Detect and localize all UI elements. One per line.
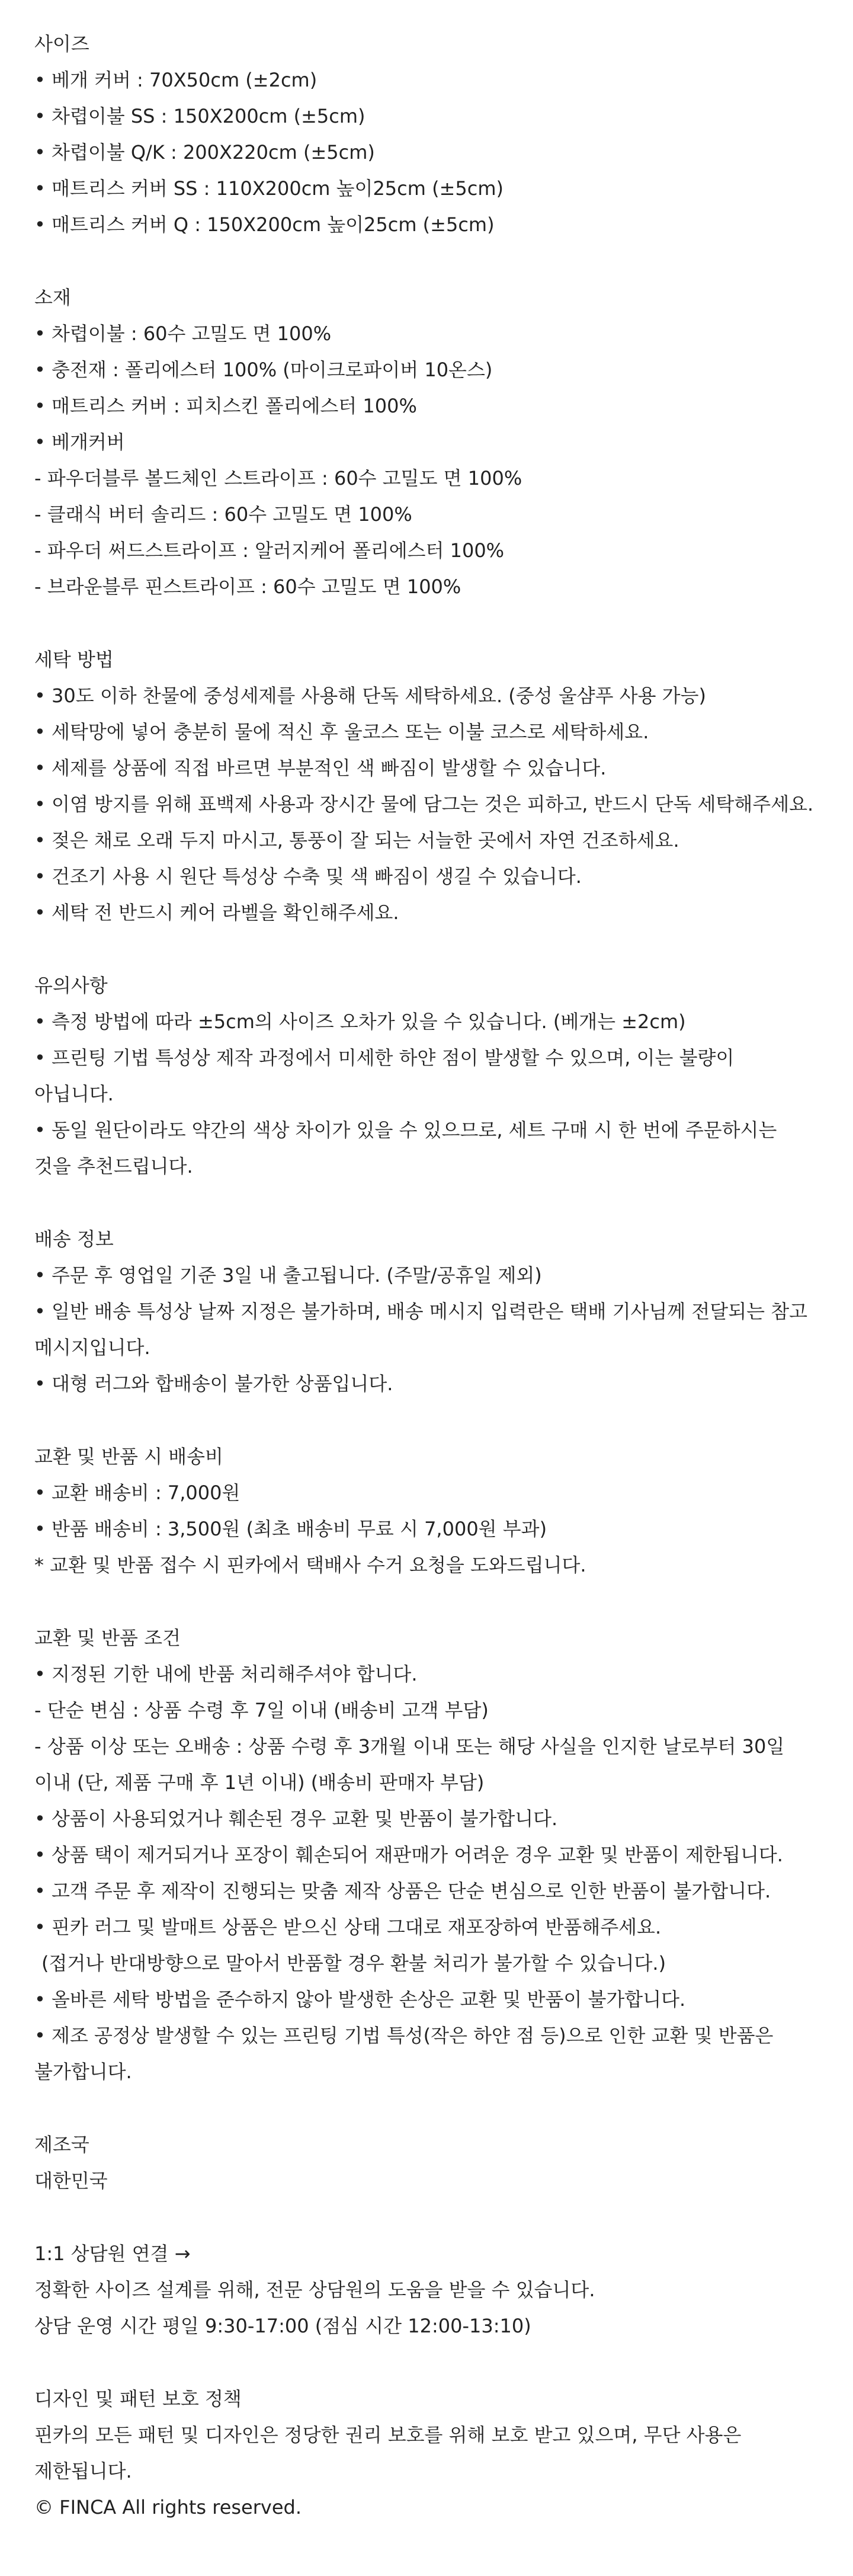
size-title: 사이즈	[34, 33, 89, 55]
copyright-line: 핀카의 모든 패턴 및 디자인은 정당한 권리 보호를 위해 보호 받고 있으며, 무단 사용은 제한됩니다.	[34, 2424, 742, 2482]
size-line: • 매트리스 커버 Q : 150X200cm 높이25cm (±5cm)	[34, 213, 495, 236]
return-condition-line: • 제조 공정상 발생할 수 있는 프린팅 기법 특성(작은 하얀 점 등)으로 인한 교환 및 반품은 불가합니다.	[34, 2024, 774, 2083]
consult-title-row	[34, 2236, 819, 2272]
size-line: • 차렵이불 SS : 150X200cm (±5cm)	[34, 105, 365, 127]
notice-title: 유의사항	[34, 974, 108, 997]
washing-line: • 세탁망에 넣어 충분히 물에 적신 후 울코스 또는 이불 코스로 세탁하세요.	[34, 721, 649, 743]
size-line: • 차렵이불 Q/K : 200X220cm (±5cm)	[34, 141, 375, 164]
shipping-title: 배송 정보	[34, 1228, 114, 1250]
washing-line: • 이염 방지를 위해 표백제 사용과 장시간 물에 담그는 것은 피하고, 반드시 단독 세탁해주세요.	[34, 793, 814, 815]
material-line: - 클래식 버터 솔리드 : 60수 고밀도 면 100%	[34, 503, 412, 526]
notice-line: • 측정 방법에 따라 ±5cm의 사이즈 오차가 있을 수 있습니다. (베개는 ±2cm)	[34, 1010, 686, 1033]
size-line: • 베개 커버 : 70X50cm (±2cm)	[34, 69, 318, 91]
return-condition-line: • 상품 택이 제거되거나 포장이 훼손되어 재판매가 어려운 경우 교환 및 반품이 제한됩니다.	[34, 1844, 783, 1866]
return-fee-title: 교환 및 반품 시 배송비	[34, 1445, 223, 1468]
material-title: 소재	[34, 286, 71, 309]
consult-link[interactable]: 1:1 상담원 연결 →	[34, 2242, 191, 2265]
shipping-line: • 일반 배송 특성상 날짜 지정은 불가하며, 배송 메시지 입력란은 택배 기사님께 전달되는 참고 메시지입니다.	[34, 1300, 808, 1359]
washing-line: • 30도 이하 찬물에 중성세제를 사용해 단독 세탁하세요. (중성 울샴푸 사용 가능)	[34, 684, 706, 707]
copyright-section	[34, 2381, 819, 2526]
return-fee-line: • 교환 배송비 : 7,000원	[34, 1481, 240, 1504]
return-condition-line: (접거나 반대방향으로 말아서 반품할 경우 환불 처리가 불가할 수 있습니다.)	[41, 1952, 666, 1975]
return-condition-line: • 지정된 기한 내에 반품 처리해주셔야 합니다.	[34, 1663, 418, 1685]
origin-title: 제조국	[34, 2133, 89, 2156]
washing-title: 세탁 방법	[34, 648, 114, 671]
consult-line: 상담 운영 시간 평일 9:30-17:00 (점심 시간 12:00-13:10)	[34, 2315, 531, 2337]
material-line: • 매트리스 커버 : 피치스킨 폴리에스터 100%	[34, 395, 417, 417]
return-condition-line: • 상품이 사용되었거나 훼손된 경우 교환 및 반품이 불가합니다.	[34, 1807, 558, 1830]
washing-line: • 세탁 전 반드시 케어 라벨을 확인해주세요.	[34, 901, 399, 924]
origin-section	[34, 2127, 819, 2199]
material-line: • 충전재 : 폴리에스터 100% (마이크로파이버 10온스)	[34, 359, 493, 381]
size-line: • 매트리스 커버 SS : 110X200cm 높이25cm (±5cm)	[34, 177, 504, 200]
shipping-section	[34, 1221, 819, 1402]
notice-line: • 프린팅 기법 특성상 제작 과정에서 미세한 하얀 점이 발생할 수 있으며, 이는 불량이 아닙니다.	[34, 1047, 735, 1105]
material-line: • 차렵이불 : 60수 고밀도 면 100%	[34, 322, 332, 345]
material-line: - 파우더블루 볼드체인 스트라이프 : 60수 고밀도 면 100%	[34, 467, 522, 489]
copyright-notice: © FINCA All rights reserved.	[34, 2496, 302, 2519]
material-section	[34, 280, 819, 605]
return-condition-line: • 핀카 러그 및 발매트 상품은 받으신 상태 그대로 재포장하여 반품해주세요.	[34, 1916, 662, 1938]
notice-line: • 동일 원단이라도 약간의 색상 차이가 있을 수 있으므로, 세트 구매 시 한 번에 주문하시는 것을 추천드립니다.	[34, 1119, 777, 1177]
return-conditions-title: 교환 및 반품 조건	[34, 1627, 181, 1649]
washing-line: • 젖은 채로 오래 두지 마시고, 통풍이 잘 되는 서늘한 곳에서 자연 건조하세요.	[34, 829, 679, 852]
return-fee-section	[34, 1439, 819, 1583]
washing-section	[34, 642, 819, 931]
material-line: - 파우더 써드스트라이프 : 알러지케어 폴리에스터 100%	[34, 539, 505, 562]
return-fee-line: * 교환 및 반품 접수 시 핀카에서 택배사 수거 요청을 도와드립니다.	[34, 1554, 586, 1576]
return-condition-line: - 단순 변심 : 상품 수령 후 7일 이내 (배송비 고객 부담)	[34, 1699, 489, 1721]
shipping-line: • 대형 러그와 합배송이 불가한 상품입니다.	[34, 1372, 393, 1395]
return-condition-line: • 고객 주문 후 제작이 진행되는 맞춤 제작 상품은 단순 변심으로 인한 반품이 불가합니다.	[34, 1880, 771, 1902]
material-line: • 베개커버	[34, 431, 125, 453]
material-line: - 브라운블루 핀스트라이프 : 60수 고밀도 면 100%	[34, 575, 461, 598]
shipping-line: • 주문 후 영업일 기준 3일 내 출고됩니다. (주말/공휴일 제외)	[34, 1264, 542, 1287]
consult-section	[34, 2236, 819, 2344]
return-fee-line: • 반품 배송비 : 3,500원 (최초 배송비 무료 시 7,000원 부과)	[34, 1518, 547, 1540]
washing-line: • 세제를 상품에 직접 바르면 부분적인 색 빠짐이 발생할 수 있습니다.	[34, 757, 607, 779]
return-conditions-section	[34, 1620, 819, 2090]
notice-section	[34, 968, 819, 1185]
size-section	[34, 26, 819, 243]
copyright-title: 디자인 및 패턴 보호 정책	[34, 2388, 242, 2410]
consult-line: 정확한 사이즈 설계를 위해, 전문 상담원의 도움을 받을 수 있습니다.	[34, 2279, 595, 2301]
washing-line: • 건조기 사용 시 원단 특성상 수축 및 색 빠짐이 생길 수 있습니다.	[34, 865, 582, 888]
origin-value: 대한민국	[34, 2169, 108, 2192]
return-condition-line: • 올바른 세탁 방법을 준수하지 않아 발생한 손상은 교환 및 반품이 불가합니다.	[34, 1988, 686, 2011]
return-condition-line: - 상품 이상 또는 오배송 : 상품 수령 후 3개월 이내 또는 해당 사실을 인지한 날로부터 30일 이내 (단, 제품 구매 후 1년 이내) (배송비 판매자 부담)	[34, 1735, 785, 1794]
